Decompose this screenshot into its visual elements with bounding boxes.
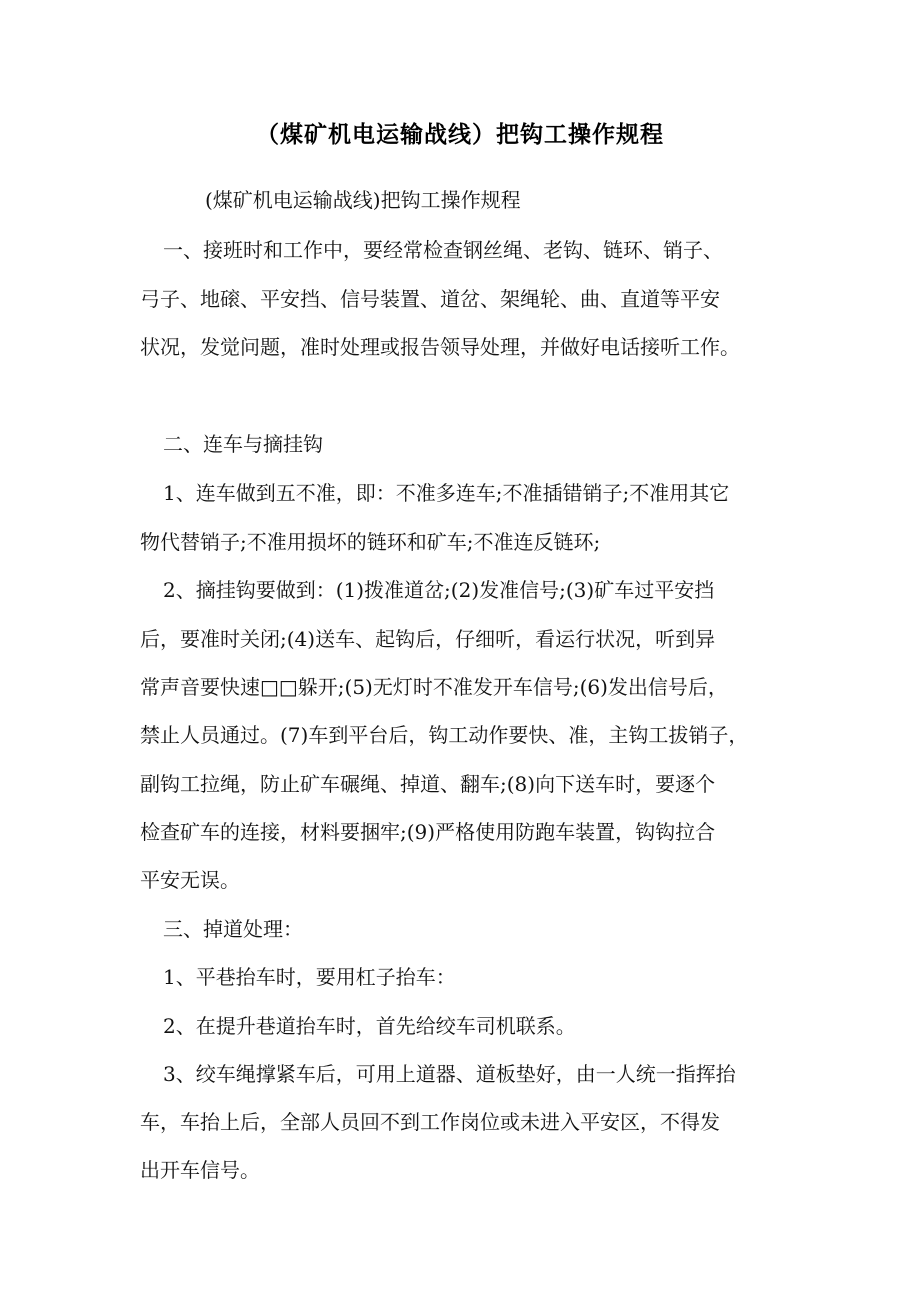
paragraph-line: 车，车抬上后，全部人员回不到工作岗位或未进入平安区，不得发: [140, 1110, 720, 1134]
paragraph-line: 一、接班时和工作中，要经常检查钢丝绳、老钩、链环、销子、: [163, 238, 723, 262]
paragraph-line: 物代替销子;不准用损坏的链环和矿车;不准连反链环;: [140, 530, 601, 554]
paragraph-line: 2、在提升巷道抬车时，首先给绞车司机联系。: [163, 1014, 576, 1038]
paragraph-line: 平安无误。: [140, 868, 240, 892]
paragraph-line: 出开车信号。: [140, 1158, 260, 1182]
paragraph-line: 常声音要快速□□躲开;(5)无灯时不准发开车信号;(6)发出信号后，: [140, 675, 728, 699]
section-heading: 二、连车与摘挂钩: [163, 432, 323, 456]
document-title: （煤矿机电运输战线）把钩工操作规程: [256, 122, 664, 148]
paragraph-line: 禁止人员通过。(7)车到平台后，钩工动作要快、准，主钩工拔销子，: [140, 723, 749, 747]
paragraph-line: 3、绞车绳撑紧车后，可用上道器、道板垫好，由一人统一指挥抬: [163, 1062, 736, 1086]
subtitle-line: (煤矿机电运输战线)把钩工操作规程: [205, 188, 521, 212]
paragraph-line: 检查矿车的连接，材料要捆牢;(9)严格使用防跑车装置，钩钩拉合: [140, 820, 716, 844]
paragraph-line: 2、摘挂钩要做到：(1)拨准道岔;(2)发准信号;(3)矿车过平安挡: [163, 578, 715, 602]
paragraph-line: 1、连车做到五不准，即：不准多连车;不准插错销子;不准用其它: [163, 481, 730, 505]
paragraph-line: 1、平巷抬车时，要用杠子抬车：: [163, 965, 456, 989]
paragraph-line: 后，要准时关闭;(4)送车、起钩后，仔细听，看运行状况，听到异: [140, 627, 716, 651]
paragraph-line: 弓子、地磙、平安挡、信号装置、道岔、架绳轮、曲、直道等平安: [140, 287, 720, 311]
section-heading: 三、掉道处理：: [163, 917, 303, 941]
paragraph-line: 副钩工拉绳，防止矿车碾绳、掉道、翻车;(8)向下送车时，要逐个: [140, 772, 716, 796]
paragraph-line: 状况，发觉问题，准时处理或报告领导处理，并做好电话接听工作。: [140, 335, 740, 359]
